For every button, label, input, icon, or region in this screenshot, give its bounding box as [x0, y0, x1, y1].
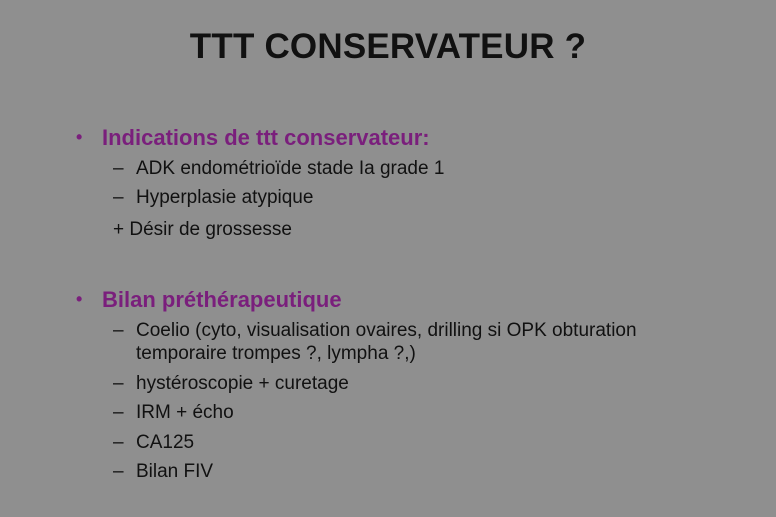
bilan-item [113, 372, 716, 396]
bullet-icon: • [76, 289, 83, 309]
section-indications [76, 124, 716, 241]
dash-icon: – [113, 431, 124, 453]
bilan-item [113, 319, 716, 366]
dash-icon: – [113, 402, 124, 424]
bilan-text: CA125 [136, 431, 195, 453]
dash-icon: – [113, 187, 124, 209]
dash-icon: – [113, 319, 124, 341]
bilan-item [113, 431, 716, 455]
bilan-text: IRM + écho [136, 402, 234, 424]
slide-title: TTT CONSERVATEUR ? [189, 27, 587, 66]
bullet-icon: • [76, 127, 83, 147]
bilan-list [113, 319, 716, 484]
dash-icon: – [113, 372, 124, 394]
dash-icon: – [113, 157, 124, 179]
indication-text: ADK endométrioïde stade Ia grade 1 [136, 157, 445, 179]
bilan-text: Bilan FIV [136, 461, 214, 483]
indication-item [113, 186, 716, 210]
indications-heading: Indications de ttt conservateur: [102, 125, 430, 150]
bilan-bullet-row [76, 286, 716, 314]
desire-pregnancy-text: + Désir de grossesse [113, 218, 292, 240]
bilan-text: hystéroscopie + curetage [136, 372, 349, 394]
bilan-item [113, 401, 716, 425]
dash-icon: – [113, 461, 124, 483]
section-bilan [76, 286, 716, 490]
bilan-item [113, 460, 716, 484]
indication-text: Hyperplasie atypique [136, 187, 314, 209]
indication-item [113, 157, 716, 181]
indications-list [113, 157, 716, 242]
bilan-heading: Bilan préthérapeutique [102, 287, 342, 312]
indications-bullet-row [76, 124, 716, 152]
bilan-text: Coelio (cyto, visualisation ovaires, drilling si OPK obturation temporaire trompes ?, lympha ?,) [136, 319, 637, 365]
